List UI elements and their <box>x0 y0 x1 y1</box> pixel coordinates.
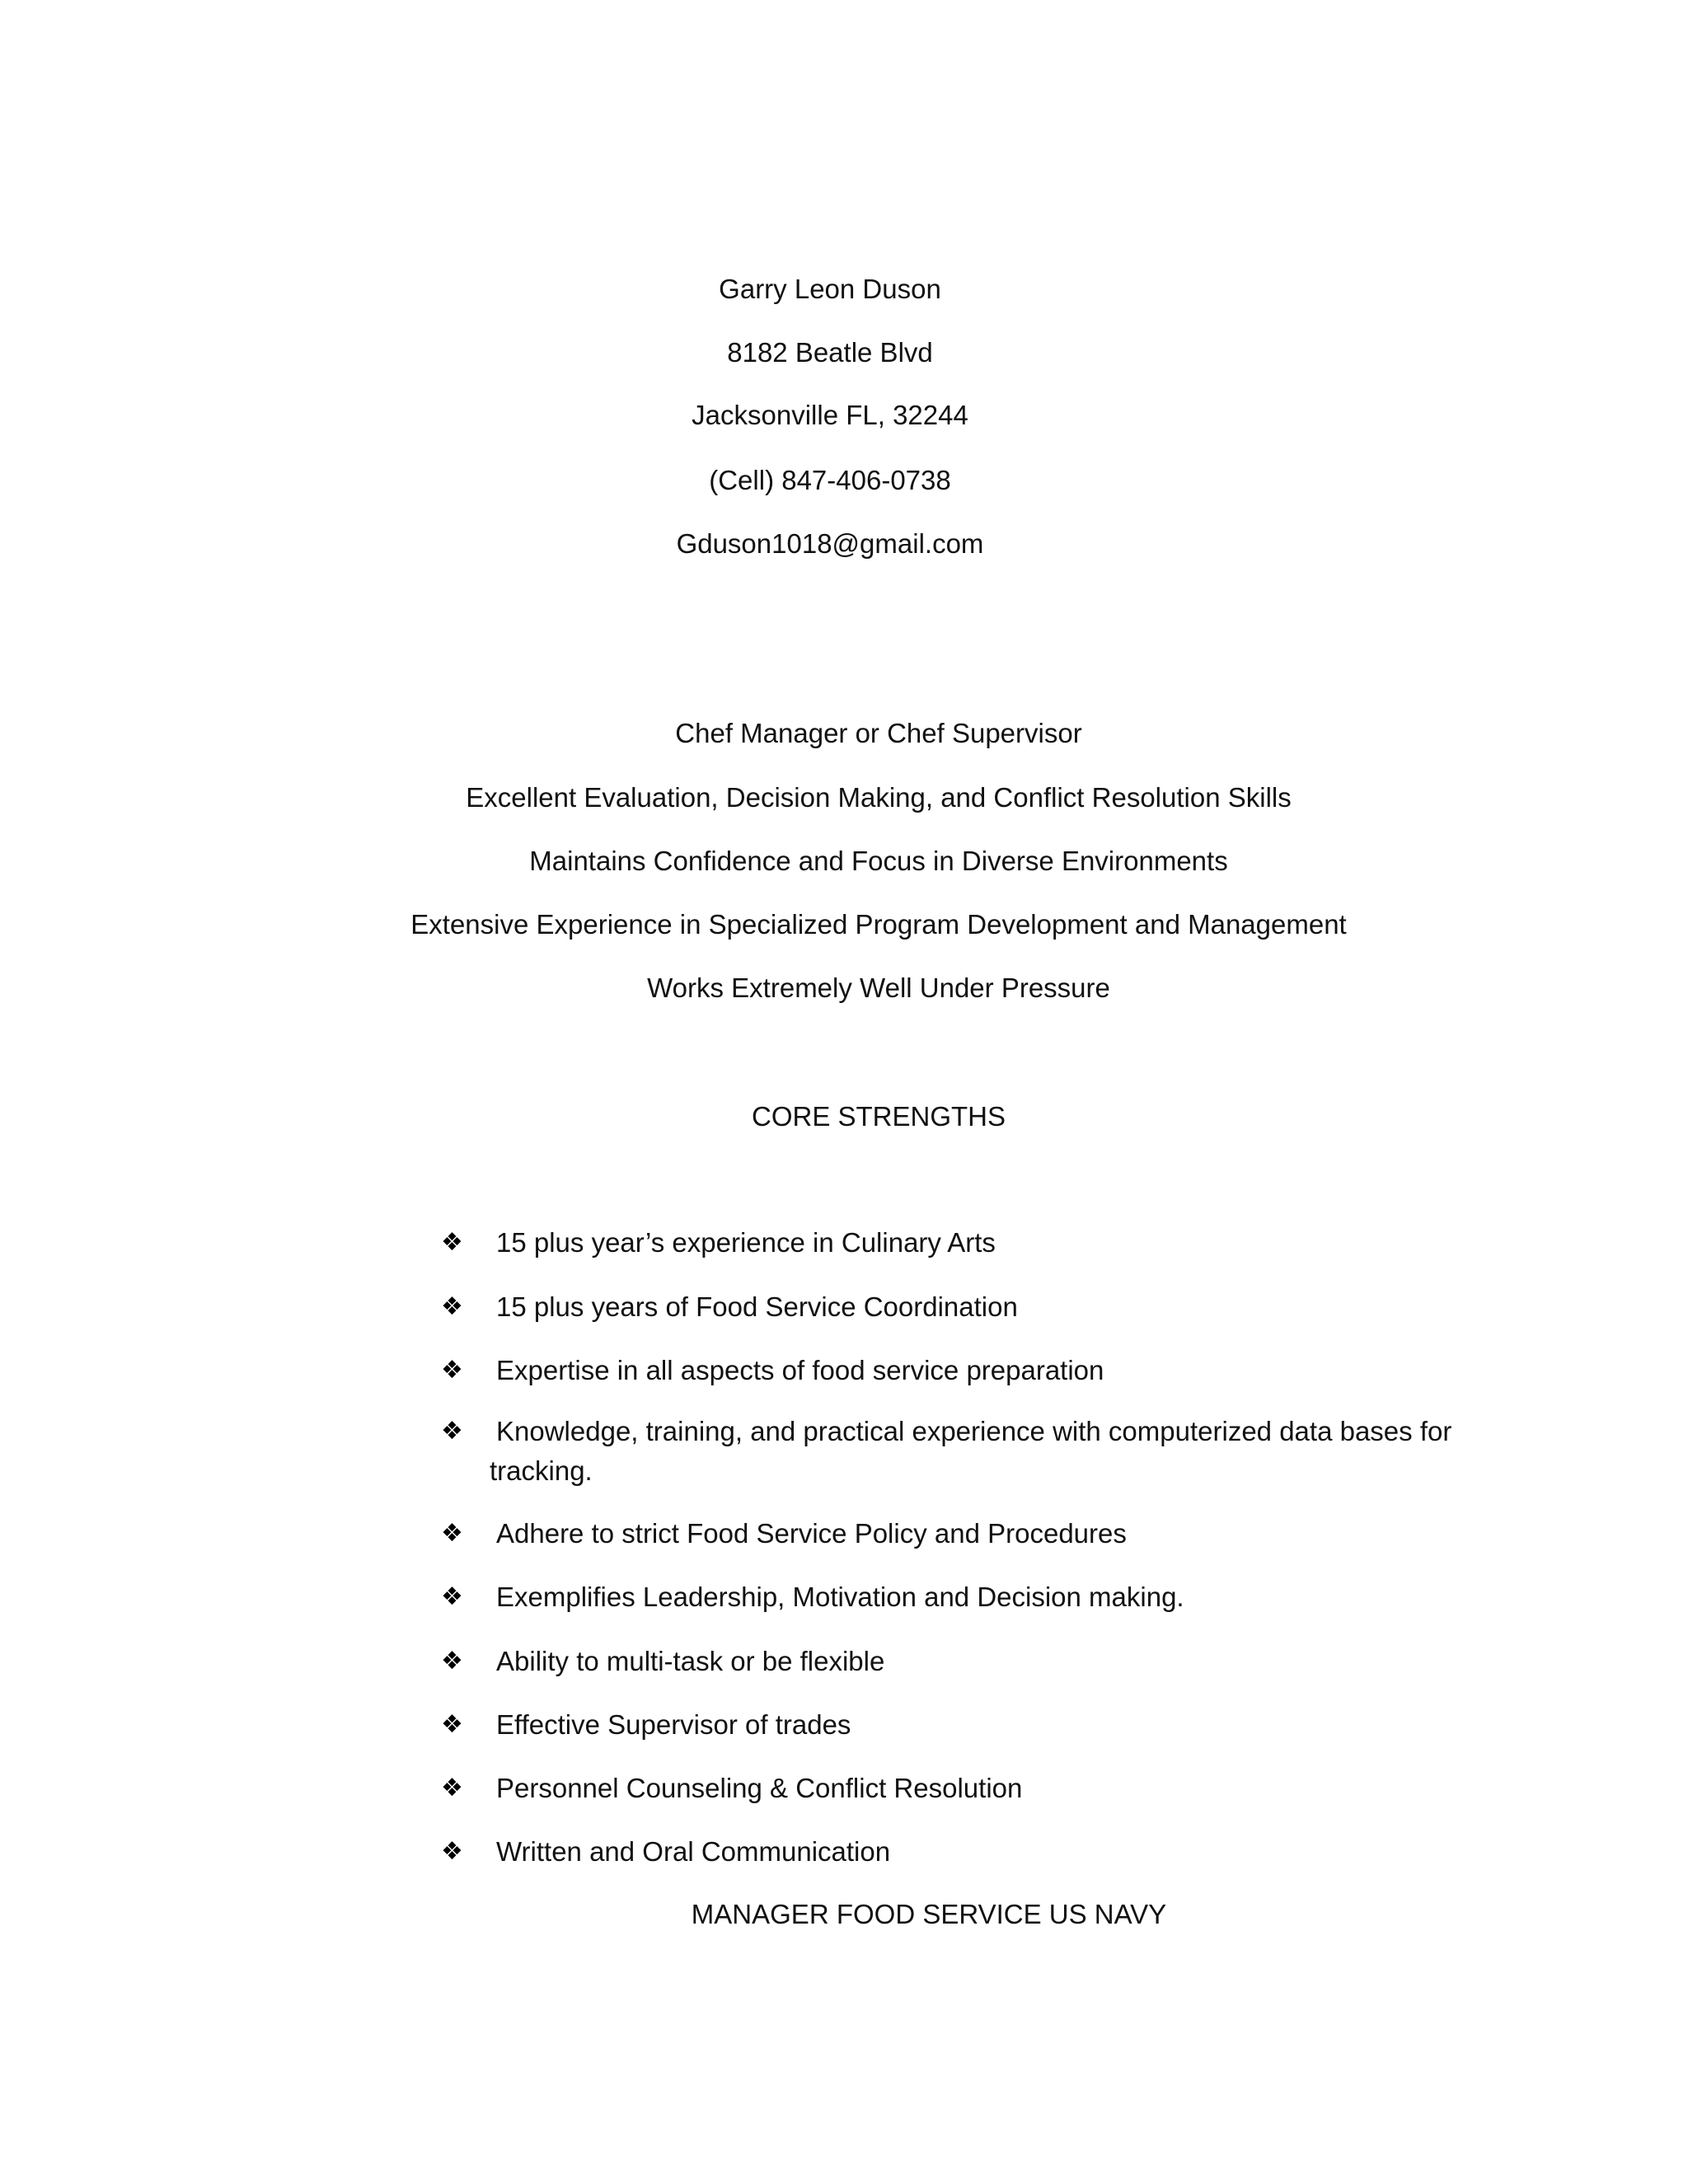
list-item-text: 15 plus years of Food Service Coordination <box>496 1291 1018 1322</box>
list-item-text: Knowledge, training, and practical experience with computerized data bases for <box>496 1416 1452 1446</box>
core-strengths-heading: CORE STRENGTHS <box>751 1101 1006 1132</box>
summary-line-4: Works Extremely Well Under Pressure <box>647 972 1110 1003</box>
summary-line-1: Excellent Evaluation, Decision Making, and Conflict Resolution Skills <box>466 782 1292 813</box>
experience-heading: MANAGER FOOD SERVICE US NAVY <box>691 1899 1167 1929</box>
contact-name: Garry Leon Duson <box>719 274 941 304</box>
summary-line-2: Maintains Confidence and Focus in Diverse Environments <box>529 846 1228 876</box>
list-item-text: Ability to multi-task or be flexible <box>496 1646 885 1676</box>
diamond-bullet-icon: ❖ <box>441 1583 463 1610</box>
summary-title: Chef Manager or Chef Supervisor <box>675 718 1082 748</box>
list-item-text: Effective Supervisor of trades <box>496 1709 851 1740</box>
list-item-text: Written and Oral Communication <box>496 1836 891 1867</box>
diamond-bullet-icon: ❖ <box>441 1838 463 1865</box>
diamond-bullet-icon: ❖ <box>441 1774 463 1802</box>
diamond-bullet-icon: ❖ <box>441 1293 463 1320</box>
contact-street: 8182 Beatle Blvd <box>727 337 933 368</box>
diamond-bullet-icon: ❖ <box>441 1520 463 1547</box>
list-item-text: Exemplifies Leadership, Motivation and Decision making. <box>496 1582 1184 1612</box>
list-item-text: Expertise in all aspects of food service preparation <box>496 1355 1104 1385</box>
diamond-bullet-icon: ❖ <box>441 1711 463 1738</box>
list-item-text: Adhere to strict Food Service Policy and Procedures <box>496 1518 1127 1549</box>
list-item-text: Personnel Counseling & Conflict Resolution <box>496 1773 1023 1803</box>
diamond-bullet-icon: ❖ <box>441 1357 463 1384</box>
diamond-bullet-icon: ❖ <box>441 1229 463 1256</box>
summary-line-3: Extensive Experience in Specialized Program Development and Management <box>410 909 1347 940</box>
list-item-text: 15 plus year’s experience in Culinary Arts <box>496 1227 996 1258</box>
diamond-bullet-icon: ❖ <box>441 1647 463 1675</box>
contact-phone: (Cell) 847-406-0738 <box>709 465 951 495</box>
contact-email: Gduson1018@gmail.com <box>676 528 984 559</box>
contact-city: Jacksonville FL, 32244 <box>692 400 968 430</box>
list-item-text: tracking. <box>490 1455 593 1486</box>
diamond-bullet-icon: ❖ <box>441 1418 463 1445</box>
